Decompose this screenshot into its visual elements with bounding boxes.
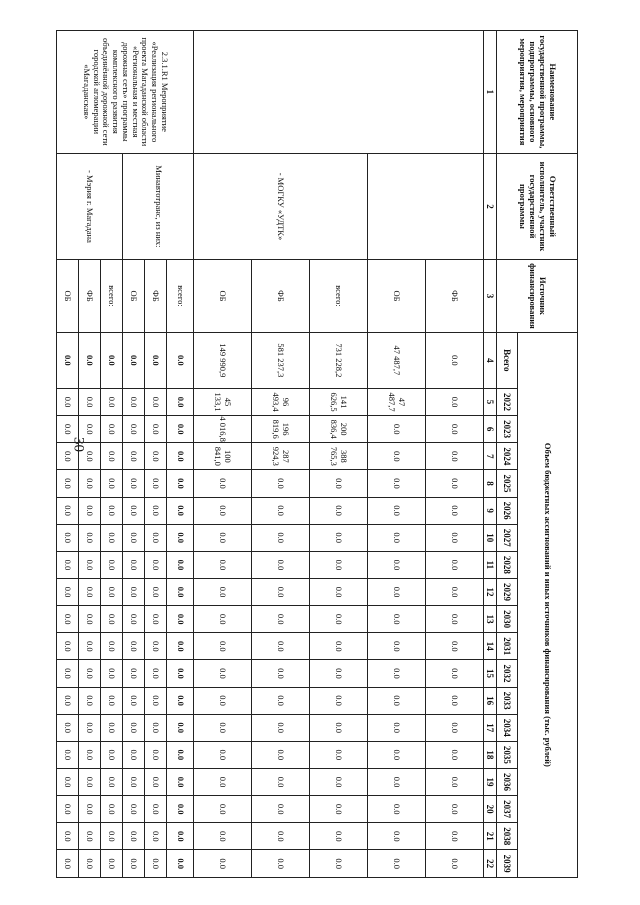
- value-cell: 0.0: [79, 388, 101, 415]
- value-cell: 0.0: [57, 714, 79, 741]
- value-cell: 0.0: [79, 850, 101, 878]
- year-header: 2029: [497, 578, 518, 605]
- value-cell: 0.0: [167, 578, 194, 605]
- value-cell: 0.0: [167, 796, 194, 823]
- value-cell: 0.0: [123, 388, 145, 415]
- value-cell: 0.0: [79, 443, 101, 470]
- value-cell: 0.0: [123, 768, 145, 795]
- value-cell: 0.0: [426, 606, 484, 633]
- value-cell: 0.0: [252, 850, 310, 878]
- value-cell: 0.0: [252, 551, 310, 578]
- value-cell: 287 924,3: [252, 443, 310, 470]
- value-cell: 0.0: [368, 796, 426, 823]
- value-cell: 0.0: [57, 497, 79, 524]
- value-cell: 0.0: [252, 606, 310, 633]
- value-cell: 0.0: [79, 687, 101, 714]
- value-cell: 0.0: [194, 606, 252, 633]
- value-cell: 0.0: [123, 497, 145, 524]
- source-cell: всего:: [167, 260, 194, 332]
- value-cell: 0.0: [145, 497, 167, 524]
- source-cell: ОБ: [123, 260, 145, 332]
- value-cell: 0.0: [57, 551, 79, 578]
- value-cell: 0.0: [426, 796, 484, 823]
- value-cell: 0.0: [252, 687, 310, 714]
- value-cell: 0.0: [167, 470, 194, 497]
- value-cell: 0.0: [368, 551, 426, 578]
- value-cell: 0.0: [426, 687, 484, 714]
- value-cell: 4 016,8: [194, 416, 252, 443]
- value-cell: 0.0: [310, 850, 368, 878]
- value-cell: 0.0: [426, 524, 484, 551]
- value-cell: 0.0: [252, 470, 310, 497]
- value-cell: 0.0: [79, 578, 101, 605]
- value-cell: 0.0: [167, 524, 194, 551]
- value-cell: 0.0: [79, 741, 101, 768]
- year-header: 2026: [497, 497, 518, 524]
- column-number: 5: [484, 388, 497, 415]
- value-cell: 0.0: [252, 823, 310, 850]
- value-cell: 0.0: [252, 524, 310, 551]
- total-cell: 149 990,9: [194, 332, 252, 388]
- source-cell: всего:: [101, 260, 123, 332]
- rotated-page: [63, 30, 578, 878]
- value-cell: 0.0: [368, 687, 426, 714]
- column-number: 12: [484, 578, 497, 605]
- column-number: 21: [484, 823, 497, 850]
- column-number: 9: [484, 497, 497, 524]
- year-header: 2033: [497, 687, 518, 714]
- value-cell: 0.0: [310, 578, 368, 605]
- year-header: 2027: [497, 524, 518, 551]
- value-cell: 0.0: [123, 578, 145, 605]
- year-header: 2039: [497, 850, 518, 878]
- value-cell: 0.0: [101, 497, 123, 524]
- header-name: Наименование государственной программы, подпрограммы, основного мероприятия, мероприятия: [497, 31, 578, 154]
- year-header: 2034: [497, 714, 518, 741]
- value-cell: 0.0: [145, 796, 167, 823]
- value-cell: 0.0: [123, 633, 145, 660]
- value-cell: 0.0: [145, 687, 167, 714]
- value-cell: 0.0: [426, 443, 484, 470]
- column-number: 2: [484, 153, 497, 260]
- value-cell: 0.0: [310, 796, 368, 823]
- total-cell: 0.0: [57, 332, 79, 388]
- year-header: 2022: [497, 388, 518, 415]
- year-header: 2036: [497, 768, 518, 795]
- value-cell: 0.0: [167, 850, 194, 878]
- value-cell: 0.0: [145, 578, 167, 605]
- year-header: 2030: [497, 606, 518, 633]
- year-header: 2025: [497, 470, 518, 497]
- value-cell: 0.0: [123, 741, 145, 768]
- value-cell: 0.0: [123, 714, 145, 741]
- column-number: 14: [484, 633, 497, 660]
- executor-cell: - МОГКУ «УДТК»: [194, 153, 368, 260]
- value-cell: 0.0: [194, 796, 252, 823]
- value-cell: 0.0: [57, 823, 79, 850]
- source-cell: ОБ: [368, 260, 426, 332]
- table-body: [57, 31, 484, 878]
- total-cell: 0.0: [426, 332, 484, 388]
- value-cell: 0.0: [368, 850, 426, 878]
- value-cell: 0.0: [194, 497, 252, 524]
- value-cell: 0.0: [426, 578, 484, 605]
- value-cell: 0.0: [426, 660, 484, 687]
- value-cell: 0.0: [101, 633, 123, 660]
- value-cell: 196 819,6: [252, 416, 310, 443]
- value-cell: 0.0: [123, 551, 145, 578]
- value-cell: 0.0: [101, 551, 123, 578]
- value-cell: 0.0: [167, 823, 194, 850]
- total-cell: 47 487,7: [368, 332, 426, 388]
- value-cell: 0.0: [123, 524, 145, 551]
- year-header: 2035: [497, 741, 518, 768]
- value-cell: 0.0: [101, 388, 123, 415]
- value-cell: 0.0: [79, 823, 101, 850]
- value-cell: 0.0: [310, 660, 368, 687]
- value-cell: 0.0: [79, 416, 101, 443]
- value-cell: 0.0: [123, 796, 145, 823]
- value-cell: 0.0: [145, 606, 167, 633]
- value-cell: 0.0: [57, 578, 79, 605]
- value-cell: 0.0: [167, 714, 194, 741]
- value-cell: 0.0: [123, 416, 145, 443]
- value-cell: 0.0: [252, 660, 310, 687]
- year-header: 2024: [497, 443, 518, 470]
- column-number: 8: [484, 470, 497, 497]
- value-cell: 0.0: [194, 524, 252, 551]
- value-cell: 0.0: [426, 850, 484, 878]
- table-row: [101, 31, 123, 878]
- value-cell: 0.0: [368, 823, 426, 850]
- total-cell: 0.0: [79, 332, 101, 388]
- executor-cell: Минавтотранс, из них:: [123, 153, 194, 260]
- value-cell: 200 836,4: [310, 416, 368, 443]
- year-header: 2023: [497, 416, 518, 443]
- value-cell: 0.0: [167, 416, 194, 443]
- value-cell: 0.0: [101, 443, 123, 470]
- total-cell: 0.0: [101, 332, 123, 388]
- value-cell: 0.0: [426, 470, 484, 497]
- value-cell: 0.0: [368, 660, 426, 687]
- year-header: 2038: [497, 823, 518, 850]
- total-cell: 0.0: [167, 332, 194, 388]
- value-cell: 0.0: [426, 388, 484, 415]
- value-cell: 0.0: [310, 524, 368, 551]
- column-number: 11: [484, 551, 497, 578]
- value-cell: 0.0: [79, 470, 101, 497]
- value-cell: 0.0: [101, 578, 123, 605]
- value-cell: 0.0: [368, 714, 426, 741]
- header-total: Всего: [497, 332, 518, 388]
- value-cell: 0.0: [101, 768, 123, 795]
- value-cell: 0.0: [101, 796, 123, 823]
- value-cell: 0.0: [167, 687, 194, 714]
- value-cell: 0.0: [79, 714, 101, 741]
- value-cell: 0.0: [123, 660, 145, 687]
- value-cell: 0.0: [79, 796, 101, 823]
- value-cell: 0.0: [368, 524, 426, 551]
- column-number: 4: [484, 332, 497, 388]
- value-cell: 0.0: [145, 633, 167, 660]
- column-number: 22: [484, 850, 497, 878]
- value-cell: 0.0: [57, 606, 79, 633]
- value-cell: 0.0: [368, 470, 426, 497]
- value-cell: 0.0: [123, 687, 145, 714]
- value-cell: 0.0: [368, 578, 426, 605]
- source-cell: ОБ: [194, 260, 252, 332]
- source-cell: ФБ: [252, 260, 310, 332]
- value-cell: 0.0: [310, 823, 368, 850]
- value-cell: 0.0: [57, 416, 79, 443]
- value-cell: 0.0: [145, 551, 167, 578]
- column-number: 18: [484, 741, 497, 768]
- value-cell: 0.0: [310, 714, 368, 741]
- value-cell: 0.0: [57, 741, 79, 768]
- value-cell: 0.0: [145, 850, 167, 878]
- total-cell: 0.0: [123, 332, 145, 388]
- value-cell: 0.0: [101, 660, 123, 687]
- value-cell: 100 841,0: [194, 443, 252, 470]
- value-cell: 0.0: [123, 470, 145, 497]
- value-cell: 0.0: [145, 443, 167, 470]
- value-cell: 0.0: [167, 660, 194, 687]
- value-cell: 0.0: [194, 551, 252, 578]
- value-cell: 0.0: [194, 633, 252, 660]
- column-number: 6: [484, 416, 497, 443]
- value-cell: 0.0: [426, 768, 484, 795]
- total-cell: 731 228,2: [310, 332, 368, 388]
- source-cell: ФБ: [79, 260, 101, 332]
- value-cell: 0.0: [167, 551, 194, 578]
- value-cell: 0.0: [101, 524, 123, 551]
- value-cell: 0.0: [57, 388, 79, 415]
- value-cell: 0.0: [426, 497, 484, 524]
- value-cell: 0.0: [79, 660, 101, 687]
- value-cell: 0.0: [79, 497, 101, 524]
- column-number: 7: [484, 443, 497, 470]
- column-number: 19: [484, 768, 497, 795]
- value-cell: 0.0: [194, 768, 252, 795]
- year-header: 2031: [497, 633, 518, 660]
- value-cell: 0.0: [123, 823, 145, 850]
- value-cell: 0.0: [194, 660, 252, 687]
- value-cell: 0.0: [101, 606, 123, 633]
- value-cell: 0.0: [123, 443, 145, 470]
- header-source: Источник финансирования: [497, 260, 578, 332]
- source-cell: всего:: [310, 260, 368, 332]
- value-cell: 0.0: [310, 768, 368, 795]
- value-cell: 0.0: [252, 741, 310, 768]
- value-cell: 0.0: [194, 470, 252, 497]
- total-cell: 581 237,3: [252, 332, 310, 388]
- value-cell: 0.0: [426, 551, 484, 578]
- value-cell: 0.0: [145, 524, 167, 551]
- column-number: 17: [484, 714, 497, 741]
- header-executor: Ответственный исполнитель, участник государственной программы: [497, 153, 578, 260]
- value-cell: 0.0: [252, 633, 310, 660]
- header-funding: Объем бюджетных ассигнований и иных источников финансирования (тыс. рублей): [518, 332, 578, 877]
- column-number: 13: [484, 606, 497, 633]
- value-cell: 0.0: [101, 470, 123, 497]
- value-cell: 0.0: [57, 850, 79, 878]
- value-cell: 0.0: [79, 551, 101, 578]
- column-number: 20: [484, 796, 497, 823]
- executor-cell: - Мэрия г. Магадана: [57, 153, 123, 260]
- value-cell: 0.0: [167, 497, 194, 524]
- value-cell: 0.0: [145, 470, 167, 497]
- name-cell: 2.3.1.R1 Мероприятие «Реализация регионального проекта Магаданской области «Региональная и местная дорожная сеть» программы комплексного развития объединённой дорожной сети городской агломерации «Магаданская»: [57, 31, 194, 154]
- value-cell: 0.0: [252, 578, 310, 605]
- year-header: 2028: [497, 551, 518, 578]
- value-cell: 0.0: [101, 741, 123, 768]
- value-cell: 0.0: [368, 606, 426, 633]
- value-cell: 0.0: [145, 416, 167, 443]
- year-header: 2032: [497, 660, 518, 687]
- value-cell: 0.0: [252, 497, 310, 524]
- value-cell: 0.0: [167, 443, 194, 470]
- value-cell: 0.0: [101, 823, 123, 850]
- value-cell: 0.0: [310, 741, 368, 768]
- value-cell: 45 133,1: [194, 388, 252, 415]
- value-cell: 0.0: [194, 687, 252, 714]
- value-cell: 0.0: [57, 768, 79, 795]
- table-row: [310, 31, 368, 878]
- executor-cell: [368, 153, 484, 260]
- value-cell: 0.0: [57, 687, 79, 714]
- value-cell: 0.0: [426, 633, 484, 660]
- value-cell: 0.0: [79, 606, 101, 633]
- value-cell: 0.0: [79, 524, 101, 551]
- name-cell: [194, 31, 484, 154]
- value-cell: 0.0: [101, 850, 123, 878]
- value-cell: 0.0: [145, 660, 167, 687]
- value-cell: 0.0: [167, 741, 194, 768]
- value-cell: 0.0: [426, 741, 484, 768]
- value-cell: 0.0: [145, 823, 167, 850]
- value-cell: 0.0: [101, 687, 123, 714]
- value-cell: 47 487,7: [368, 388, 426, 415]
- value-cell: 0.0: [368, 416, 426, 443]
- value-cell: 0.0: [310, 633, 368, 660]
- value-cell: 0.0: [194, 823, 252, 850]
- column-number: 16: [484, 687, 497, 714]
- value-cell: 0.0: [123, 850, 145, 878]
- value-cell: 0.0: [145, 768, 167, 795]
- value-cell: 0.0: [57, 443, 79, 470]
- value-cell: 0.0: [167, 633, 194, 660]
- value-cell: 0.0: [368, 443, 426, 470]
- value-cell: 0.0: [145, 388, 167, 415]
- value-cell: 96 493,4: [252, 388, 310, 415]
- value-cell: 0.0: [426, 714, 484, 741]
- value-cell: 0.0: [426, 416, 484, 443]
- source-cell: ОБ: [57, 260, 79, 332]
- value-cell: 0.0: [101, 416, 123, 443]
- value-cell: 0.0: [57, 796, 79, 823]
- value-cell: 0.0: [368, 768, 426, 795]
- value-cell: 0.0: [57, 470, 79, 497]
- total-cell: 0.0: [145, 332, 167, 388]
- value-cell: 0.0: [426, 823, 484, 850]
- table-row: [167, 31, 194, 878]
- value-cell: 0.0: [57, 660, 79, 687]
- value-cell: 0.0: [57, 524, 79, 551]
- column-number: 10: [484, 524, 497, 551]
- value-cell: 0.0: [79, 768, 101, 795]
- table-row: [426, 31, 484, 878]
- value-cell: 0.0: [57, 633, 79, 660]
- value-cell: 0.0: [368, 633, 426, 660]
- source-cell: ФБ: [145, 260, 167, 332]
- page-number: 30: [70, 437, 87, 452]
- value-cell: 0.0: [310, 606, 368, 633]
- value-cell: 0.0: [310, 551, 368, 578]
- value-cell: 0.0: [252, 714, 310, 741]
- value-cell: 0.0: [167, 606, 194, 633]
- value-cell: 388 765,3: [310, 443, 368, 470]
- value-cell: 0.0: [79, 633, 101, 660]
- value-cell: 0.0: [101, 714, 123, 741]
- column-number: 1: [484, 31, 497, 154]
- value-cell: 0.0: [310, 687, 368, 714]
- value-cell: 0.0: [194, 714, 252, 741]
- value-cell: 0.0: [252, 768, 310, 795]
- value-cell: 141 626,5: [310, 388, 368, 415]
- value-cell: 0.0: [167, 388, 194, 415]
- value-cell: 0.0: [368, 497, 426, 524]
- value-cell: 0.0: [310, 497, 368, 524]
- value-cell: 0.0: [252, 796, 310, 823]
- value-cell: 0.0: [123, 606, 145, 633]
- value-cell: 0.0: [167, 768, 194, 795]
- value-cell: 0.0: [194, 741, 252, 768]
- year-header: 2037: [497, 796, 518, 823]
- value-cell: 0.0: [194, 578, 252, 605]
- value-cell: 0.0: [145, 741, 167, 768]
- financing-table: [56, 30, 578, 878]
- column-number: 15: [484, 660, 497, 687]
- column-number: 3: [484, 260, 497, 332]
- value-cell: 0.0: [310, 470, 368, 497]
- value-cell: 0.0: [368, 741, 426, 768]
- value-cell: 0.0: [145, 714, 167, 741]
- value-cell: 0.0: [194, 850, 252, 878]
- source-cell: ФБ: [426, 260, 484, 332]
